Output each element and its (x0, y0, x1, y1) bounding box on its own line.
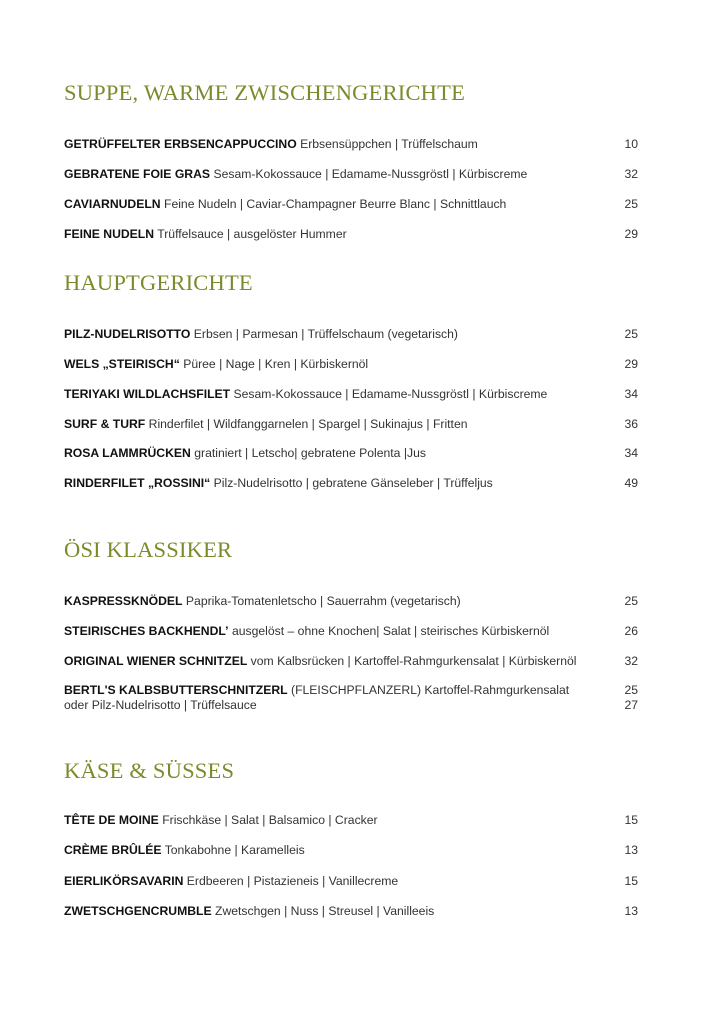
menu-item-line (64, 874, 638, 889)
menu-item (64, 843, 638, 858)
menu-item-text (64, 417, 468, 432)
menu-item (64, 594, 638, 609)
dish-description: Frischkäse | Salat | Balsamico | Cracker (162, 813, 378, 827)
dish-name: CAVIARNUDELN (64, 197, 161, 211)
menu-item-text (64, 843, 305, 858)
dish-description: Paprika-Tomatenletscho | Sauerrahm (vegetarisch) (185, 594, 461, 608)
dish-description: vom Kalbsrücken | Kartoffel-Rahmgurkensalat | Kürbiskernöl (250, 654, 577, 668)
menu-item (64, 197, 638, 212)
dish-description: Rinderfilet | Wildfanggarnelen | Spargel | Sukinajus | Fritten (148, 417, 468, 431)
menu-item (64, 624, 638, 639)
dish-description: Püree | Nage | Kren | Kürbiskernöl (183, 357, 369, 371)
menu-item (64, 476, 638, 491)
menu-item (64, 904, 638, 919)
menu-item-text (64, 197, 506, 212)
menu-item-line (64, 227, 638, 242)
menu-item (64, 357, 638, 372)
menu-item-text (64, 624, 549, 639)
section-title: ÖSI KLASSIKER (64, 537, 233, 562)
menu-item (64, 813, 638, 828)
menu-item (64, 654, 638, 669)
dish-description: Erbsensüppchen | Trüffelschaum (300, 137, 478, 151)
menu-item-text (64, 167, 527, 182)
dish-name: EIERLIKÖRSAVARIN (64, 874, 184, 888)
dish-price: 34 (624, 387, 638, 401)
menu-item-line (64, 904, 638, 919)
menu-item-text (64, 387, 547, 402)
menu-item-line (64, 327, 638, 342)
menu-item-text (64, 227, 347, 242)
menu-item-line (64, 476, 638, 491)
menu-item-text (64, 357, 368, 372)
dish-price: 36 (624, 417, 638, 431)
dish-description: (FLEISCHPFLANZERL) Kartoffel-Rahmgurkensalat (291, 683, 570, 697)
dish-description: Sesam-Kokossauce | Edamame-Nussgröstl | Kürbiscreme (233, 387, 548, 401)
menu-item (64, 327, 638, 342)
menu-item-alt-line (64, 698, 638, 713)
dish-name: WELS „STEIRISCH“ (64, 357, 180, 371)
dish-description: Tonkabohne | Karamelleis (164, 843, 305, 857)
menu-item-line (64, 594, 638, 609)
dish-price: 25 (624, 683, 638, 697)
dish-price: 34 (624, 446, 638, 460)
dish-description: Erbsen | Parmesan | Trüffelschaum (vegetarisch) (193, 327, 458, 341)
menu-item-line (64, 167, 638, 182)
menu-item-text (64, 813, 378, 828)
dish-name: ORIGINAL WIENER SCHNITZEL (64, 654, 248, 668)
dish-price: 25 (624, 197, 638, 211)
menu-item-line (64, 387, 638, 402)
dish-price: 15 (624, 813, 638, 827)
dish-description: Trüffelsauce | ausgelöster Hummer (157, 227, 347, 241)
menu-item (64, 137, 638, 152)
dish-description: gratiniert | Letscho| gebratene Polenta |Jus (194, 446, 426, 460)
menu-item-line (64, 624, 638, 639)
menu-item-text (64, 137, 478, 152)
menu-item-line (64, 446, 638, 461)
dish-price: 26 (624, 624, 638, 638)
section-title: HAUPTGERICHTE (64, 270, 253, 295)
dish-price: 13 (624, 843, 638, 857)
dish-price: 32 (624, 654, 638, 668)
dish-name: CRÈME BRÛLÉE (64, 843, 162, 857)
dish-alt-price: 27 (624, 698, 638, 712)
menu-item-line (64, 813, 638, 828)
dish-description: Feine Nudeln | Caviar-Champagner Beurre Blanc | Schnittlauch (164, 197, 507, 211)
menu-item-line (64, 137, 638, 152)
dish-name: GEBRATENE FOIE GRAS (64, 167, 211, 181)
section-title: SUPPE, WARME ZWISCHENGERICHTE (64, 80, 466, 105)
dish-price: 13 (624, 904, 638, 918)
dish-alt-description: oder Pilz-Nudelrisotto | Trüffelsauce (64, 698, 257, 712)
menu-item-line (64, 197, 638, 212)
menu-item-line (64, 357, 638, 372)
dish-price: 25 (624, 327, 638, 341)
menu-item (64, 683, 638, 713)
menu-item-text (64, 904, 434, 919)
dish-description: ausgelöst – ohne Knochen| Salat | steirisches Kürbiskernöl (231, 624, 550, 638)
menu-item-text (64, 446, 426, 461)
dish-name: FEINE NUDELN (64, 227, 155, 241)
dish-name: GETRÜFFELTER ERBSENCAPPUCCINO (64, 137, 297, 151)
dish-price: 15 (624, 874, 638, 888)
dish-description: Erdbeeren | Pistazieneis | Vanillecreme (186, 874, 399, 888)
dish-name: KASPRESSKNÖDEL (64, 594, 183, 608)
menu-item (64, 417, 638, 432)
menu-item-line (64, 654, 638, 669)
menu-item-text (64, 654, 577, 669)
dish-description: Pilz-Nudelrisotto | gebratene Gänseleber | Trüffeljus (213, 476, 493, 490)
menu-item (64, 387, 638, 402)
menu-item-text (64, 874, 398, 889)
dish-name: BERTL'S KALBSBUTTERSCHNITZERL (64, 683, 288, 697)
menu-item-line (64, 683, 638, 698)
dish-name: SURF & TURF (64, 417, 146, 431)
menu-item-line (64, 843, 638, 858)
dish-price: 29 (624, 227, 638, 241)
dish-price: 32 (624, 167, 638, 181)
menu-item-text (64, 683, 569, 698)
dish-name: ROSA LAMMRÜCKEN (64, 446, 191, 460)
menu-item (64, 167, 638, 182)
dish-name: TERIYAKI WILDLACHSFILET (64, 387, 231, 401)
dish-price: 29 (624, 357, 638, 371)
menu-item-text (64, 327, 458, 342)
dish-name: TÊTE DE MOINE (64, 813, 159, 827)
menu-item-text (64, 476, 493, 491)
dish-name: STEIRISCHES BACKHENDL’ (64, 624, 229, 638)
dish-name: PILZ-NUDELRISOTTO (64, 327, 191, 341)
dish-description: Zwetschgen | Nuss | Streusel | Vanilleeis (215, 904, 435, 918)
dish-name: RINDERFILET „ROSSINI“ (64, 476, 211, 490)
menu-item (64, 874, 638, 889)
dish-price: 10 (624, 137, 638, 151)
menu-item-text (64, 594, 461, 609)
dish-name: ZWETSCHGENCRUMBLE (64, 904, 212, 918)
menu-item (64, 227, 638, 242)
menu-item (64, 446, 638, 461)
dish-description: Sesam-Kokossauce | Edamame-Nussgröstl | Kürbiscreme (213, 167, 528, 181)
menu-item-line (64, 417, 638, 432)
section-title: KÄSE & SÜSSES (64, 758, 235, 783)
dish-price: 49 (624, 476, 638, 490)
dish-price: 25 (624, 594, 638, 608)
